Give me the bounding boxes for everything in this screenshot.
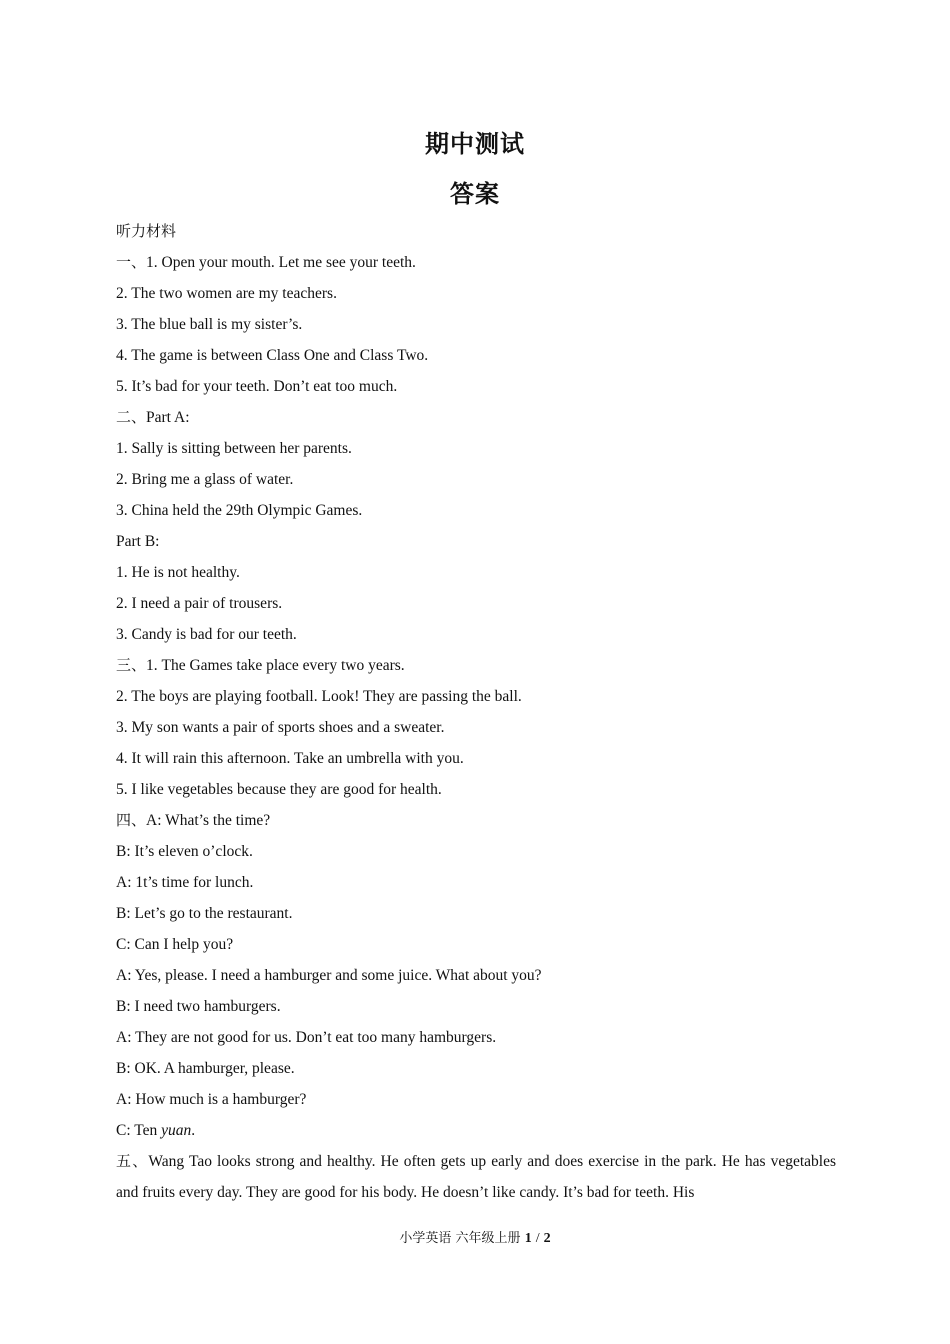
footer-separator: / [535,1231,540,1246]
part3-line-5: 5. I like vegetables because they are good for health. [116,781,442,798]
part4-last-suffix: . [191,1122,196,1139]
part2a-line-2: 2. Bring me a glass of water. [116,471,294,488]
part5-marker: 五、 [116,1152,149,1170]
part4-line-1 [116,805,836,836]
page-title: 期中测试 [425,130,525,158]
part4-line-11 [116,1115,836,1146]
footer-page-current: 1 [524,1231,532,1246]
part4-line-7: B: I need two hamburgers. [116,998,281,1015]
part3-marker: 三、 [116,656,147,674]
part4-line-10: A: How much is a hamburger? [116,1091,307,1108]
page-footer [0,1227,950,1247]
part2-heading [116,402,836,433]
part3-line-2: 2. The boys are playing football. Look! They are passing the ball. [116,688,522,705]
part1-line-5: 5. It’s bad for your teeth. Don’t eat too much. [116,378,398,395]
part4-line-8: A: They are not good for us. Don’t eat too many hamburgers. [116,1029,497,1046]
part1-marker: 一、 [116,253,147,271]
page-subtitle: 答案 [450,180,500,208]
part4-line-2: B: It’s eleven o’clock. [116,843,253,860]
part2-marker: 二、 [116,408,147,426]
part2-part-a-label: Part A: [146,409,190,426]
part4-line-9: B: OK. A hamburger, please. [116,1060,295,1077]
part2-part-b-label: Part B: [116,533,160,550]
part5-text: Wang Tao looks strong and healthy. He often gets up early and does exercise in the park. He has vegetables and fruits every day. They are good for his body. He doesn’t like candy. It’s bad for teeth. His [116,1153,836,1201]
part4-line-4: B: Let’s go to the restaurant. [116,905,293,922]
part3-text-1: 1. The Games take place every two years. [146,657,405,674]
part4-last-italic: yuan [161,1122,192,1139]
part3-line-3: 3. My son wants a pair of sports shoes and a sweater. [116,719,445,736]
part4-last-prefix: C: Ten [116,1122,162,1139]
section-heading: 听力材料 [116,222,177,240]
part1-line-3: 3. The blue ball is my sister’s. [116,316,303,333]
part1-line-4: 4. The game is between Class One and Class Two. [116,347,429,364]
part5-paragraph [116,1146,836,1208]
part2b-line-1: 1. He is not healthy. [116,564,240,581]
footer-page-total: 2 [543,1231,551,1246]
footer-label: 小学英语 六年级上册 [399,1231,521,1246]
part4-line-5: C: Can I help you? [116,936,234,953]
part2a-line-1: 1. Sally is sitting between her parents. [116,440,352,457]
part2b-line-2: 2. I need a pair of trousers. [116,595,283,612]
part4-line-6: A: Yes, please. I need a hamburger and some juice. What about you? [116,967,542,984]
part3-line-4: 4. It will rain this afternoon. Take an umbrella with you. [116,750,464,767]
part1-line-2: 2. The two women are my teachers. [116,285,337,302]
part2a-line-3: 3. China held the 29th Olympic Games. [116,502,363,519]
part1-line-1 [116,247,836,278]
part1-text-1: 1. Open your mouth. Let me see your teeth. [146,254,416,271]
document-body [116,216,836,1208]
part3-line-1 [116,650,836,681]
part4-marker: 四、 [116,811,147,829]
part4-line-3: A: 1t’s time for lunch. [116,874,254,891]
part2b-line-3: 3. Candy is bad for our teeth. [116,626,297,643]
part4-text-1: A: What’s the time? [146,812,271,829]
